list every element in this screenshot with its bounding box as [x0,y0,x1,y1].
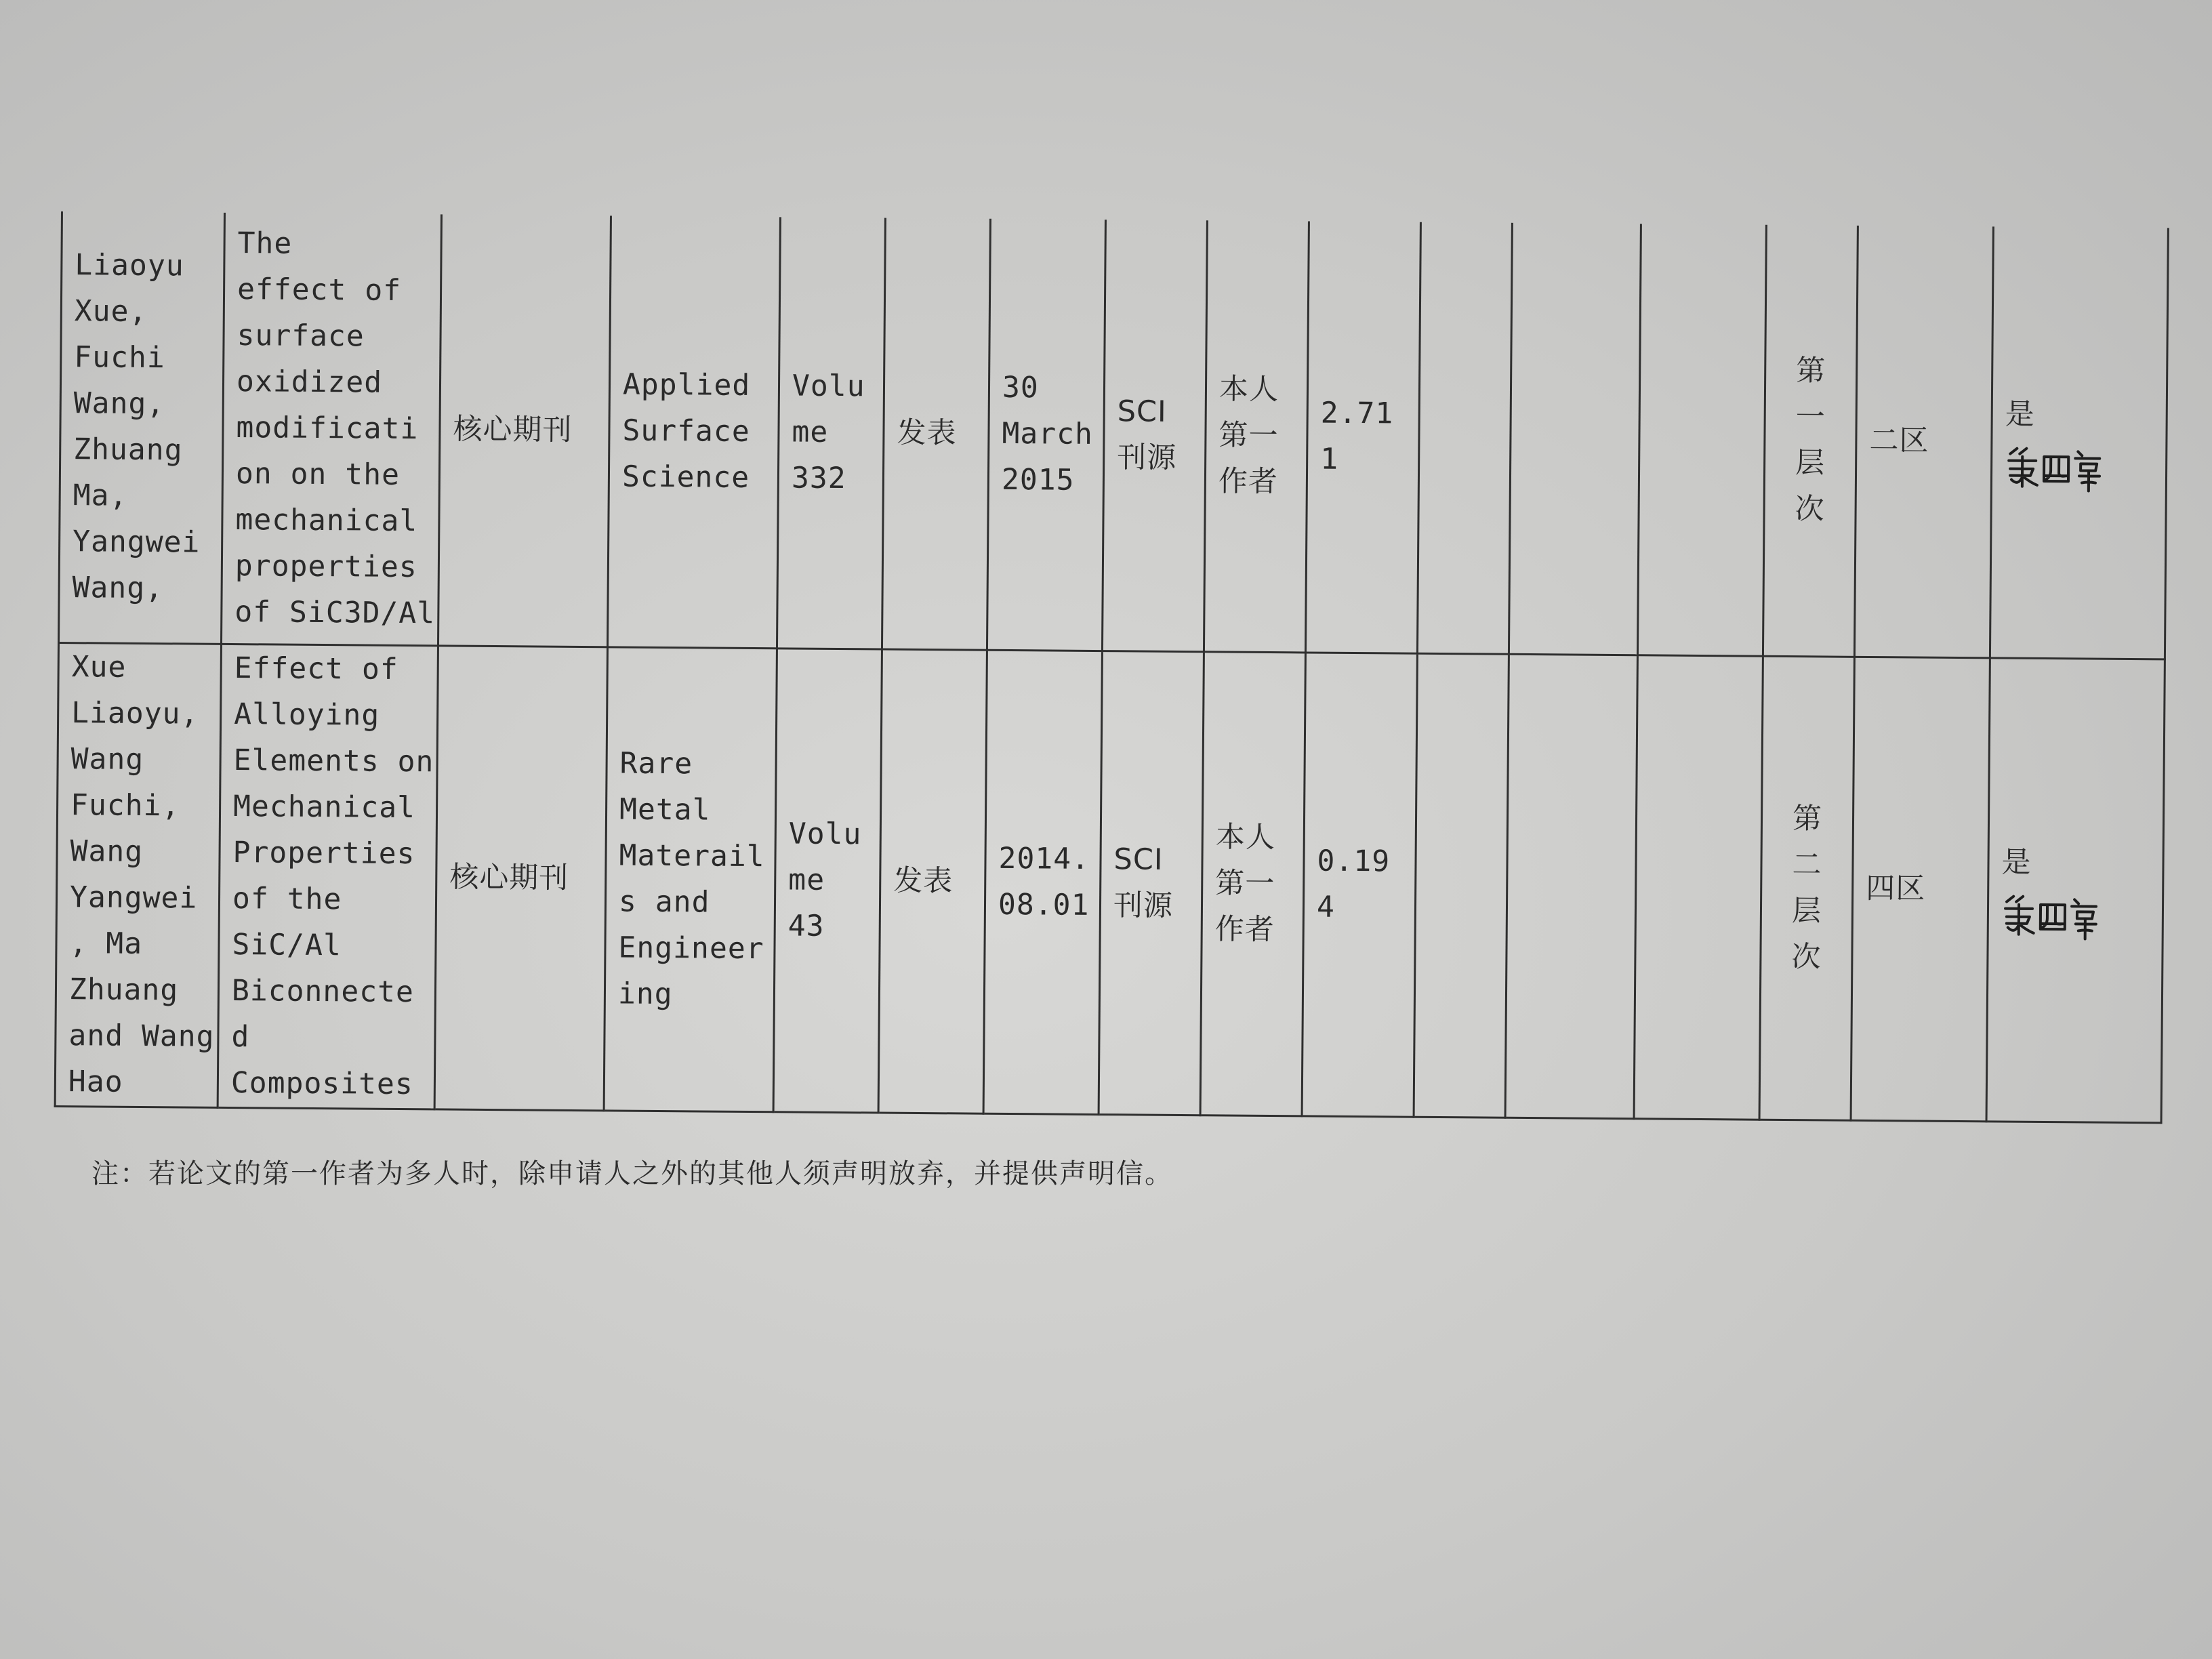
journal-name-cell: Applied Surface Science [607,216,780,648]
confirmation-cell [1990,226,2168,659]
volume-cell: Volu me 332 [777,217,885,649]
paper-title-cell: Effect of Alloying Elements on Mechanical Properties of the SiC/Al Biconnecte d Composites [218,644,438,1109]
level-cell: 第 二 层 次 [1759,656,1854,1120]
yes-text: 是 [2001,845,2032,880]
handwritten-chapter-note [2001,893,2104,941]
impact-factor-cell: 0.19 4 [1302,652,1417,1116]
confirmation-cell [1986,657,2165,1122]
empty-cell [1414,653,1509,1118]
publish-date-cell: 2014. 08.01 [983,650,1102,1114]
footnote: 注：若论文的第一作者为多人时，除申请人之外的其他人须声明放弃，并提供声明信。 [91,1158,1173,1189]
journal-category-cell: 核心期刊 [434,645,607,1110]
empty-cell [1505,654,1637,1118]
status-cell: 发表 [878,649,987,1113]
table-row [59,211,2169,659]
empty-cell [1634,655,1763,1119]
zone-cell: 四区 [1851,657,1990,1122]
authors-cell: Liaoyu Xue, Fuchi Wang, Zhuang Ma, Yangwei Wang, [59,211,225,644]
publish-date-cell: 30 March 2015 [987,219,1105,651]
journal-name-cell: Rare Metal Materail s and Engineer ing [604,647,777,1111]
volume-cell: Volu me 43 [773,648,882,1112]
journal-category-cell: 核心期刊 [438,214,611,647]
empty-cell [1637,224,1766,655]
status-cell: 发表 [882,218,990,650]
index-cell: SCI 刊源 [1102,220,1207,651]
zone-cell: 二区 [1854,226,1993,658]
authors-cell: Xue Liaoyu, Wang Fuchi, Wang Yangwei , Ma Zhuang and Wang Hao [55,642,221,1107]
table-row [55,642,2165,1122]
author-rank-cell: 本人 第一 作者 [1204,220,1309,652]
author-rank-cell: 本人 第一 作者 [1200,651,1305,1115]
empty-cell [1509,223,1641,655]
paper-title-cell: The effect of surface oxidized modificati on on the mechanical properties of SiC3D/Al [221,213,441,645]
impact-factor-cell: 2.71 1 [1305,221,1420,653]
handwritten-chapter-note [2005,445,2107,493]
empty-cell [1417,222,1512,654]
level-cell: 第 一 层 次 [1763,225,1858,657]
index-cell: SCI 刊源 [1099,651,1204,1115]
yes-text: 是 [2005,397,2035,432]
publication-table [54,211,2169,1124]
